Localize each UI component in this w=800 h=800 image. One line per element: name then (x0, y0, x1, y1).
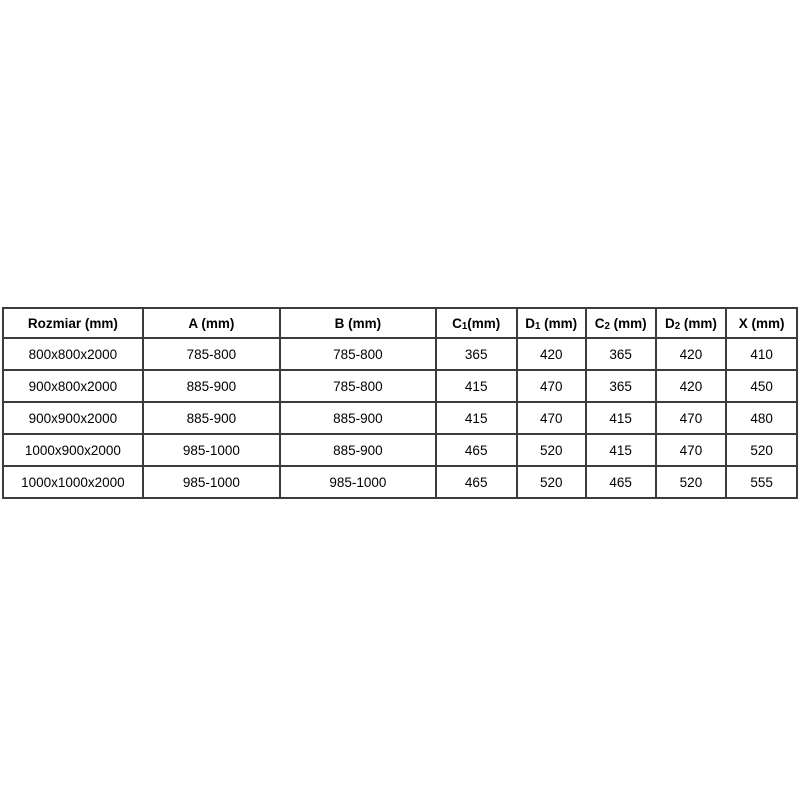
spec-table (2, 307, 798, 499)
cell-d1: 520 (517, 434, 586, 466)
spec-table-container (2, 307, 798, 499)
cell-rozmiar: 800x800x2000 (3, 338, 143, 370)
header-label: D (525, 315, 536, 331)
cell-c2: 465 (586, 466, 656, 498)
header-label: C (452, 315, 462, 331)
cell-d2: 420 (656, 338, 727, 370)
cell-x: 555 (726, 466, 797, 498)
cell-b: 885-900 (280, 434, 436, 466)
cell-d2: 470 (656, 402, 727, 434)
cell-rozmiar: 900x900x2000 (3, 402, 143, 434)
cell-b: 785-800 (280, 370, 436, 402)
cell-c2: 365 (586, 338, 656, 370)
header-subscript: 1 (535, 321, 541, 333)
column-header-d2 (656, 308, 727, 338)
header-unit: (mm) (680, 315, 717, 331)
cell-rozmiar: 1000x900x2000 (3, 434, 143, 466)
cell-b: 885-900 (280, 402, 436, 434)
column-header-d1 (517, 308, 586, 338)
cell-b: 985-1000 (280, 466, 436, 498)
cell-x: 480 (726, 402, 797, 434)
cell-d1: 520 (517, 466, 586, 498)
table-row (3, 402, 797, 434)
header-label: D (664, 315, 675, 331)
header-label: Rozmiar (mm) (27, 315, 118, 331)
cell-c1: 415 (436, 370, 517, 402)
cell-d2: 420 (656, 370, 727, 402)
cell-c1: 465 (436, 466, 517, 498)
cell-c2: 365 (586, 370, 656, 402)
cell-d2: 470 (656, 434, 727, 466)
table-row (3, 434, 797, 466)
table-row (3, 338, 797, 370)
cell-a: 985-1000 (143, 466, 280, 498)
header-subscript: 2 (604, 321, 610, 333)
cell-c2: 415 (586, 402, 656, 434)
header-unit: (mm) (467, 315, 501, 331)
cell-d1: 420 (517, 338, 586, 370)
column-header-x (726, 308, 797, 338)
cell-a: 985-1000 (143, 434, 280, 466)
column-header-a (143, 308, 280, 338)
column-header-b (280, 308, 436, 338)
header-unit: (mm) (540, 315, 578, 331)
cell-b: 785-800 (280, 338, 436, 370)
cell-x: 410 (726, 338, 797, 370)
cell-rozmiar: 900x800x2000 (3, 370, 143, 402)
cell-c1: 415 (436, 402, 517, 434)
cell-c1: 465 (436, 434, 517, 466)
header-subscript: 2 (674, 321, 681, 333)
header-label: B (mm) (334, 315, 382, 331)
header-label: X (mm) (738, 315, 785, 331)
header-subscript: 1 (461, 321, 468, 333)
cell-x: 450 (726, 370, 797, 402)
column-header-c1 (436, 308, 517, 338)
header-label: C (594, 315, 605, 331)
cell-rozmiar: 1000x1000x2000 (3, 466, 143, 498)
header-label: A (mm) (188, 315, 235, 331)
cell-c2: 415 (586, 434, 656, 466)
cell-d1: 470 (517, 370, 586, 402)
table-row (3, 466, 797, 498)
cell-a: 885-900 (143, 402, 280, 434)
cell-a: 785-800 (143, 338, 280, 370)
header-unit: (mm) (609, 315, 647, 331)
cell-a: 885-900 (143, 370, 280, 402)
column-header-c2 (586, 308, 656, 338)
cell-x: 520 (726, 434, 797, 466)
cell-d1: 470 (517, 402, 586, 434)
cell-d2: 520 (656, 466, 727, 498)
table-header-row (3, 308, 797, 338)
column-header-rozmiar (3, 308, 143, 338)
table-row (3, 370, 797, 402)
cell-c1: 365 (436, 338, 517, 370)
